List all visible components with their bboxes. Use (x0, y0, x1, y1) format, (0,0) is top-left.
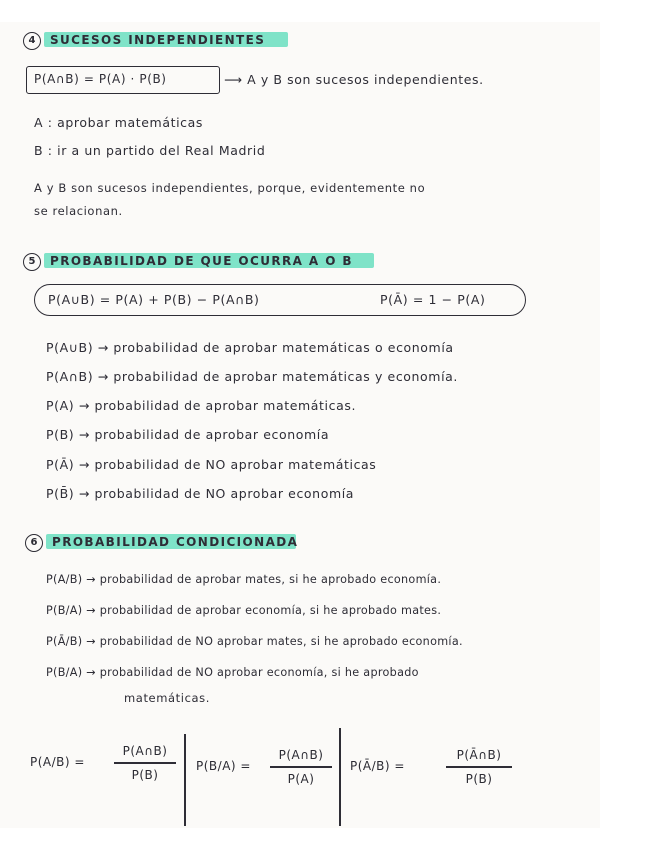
formula-3-fraction-bar (446, 766, 512, 768)
section-4-number: 4 (23, 32, 41, 50)
formula-1-left: P(A/B) = (30, 755, 85, 769)
formula-union: P(A∪B) = P(A) + P(B) − P(A∩B) (48, 292, 260, 307)
conditional-continuation: matemáticas. (124, 691, 211, 705)
conditional-not-b-given-a: P(B/A) → probabilidad de NO aprobar economía, si he aprobado (46, 666, 419, 679)
independent-arrow-text: ⟶ A y B son sucesos independientes. (224, 72, 484, 87)
formula-1-denominator: P(B) (131, 768, 159, 782)
section-6-number: 6 (25, 534, 43, 552)
intersection-meaning: P(A∩B) → probabilidad de aprobar matemáticas y economía. (46, 369, 458, 384)
explanation-line-2: se relacionan. (34, 204, 123, 218)
divider-2 (339, 728, 341, 826)
formula-complement: P(Ā) = 1 − P(A) (380, 292, 486, 307)
event-b-definition: B : ir a un partido del Real Madrid (34, 143, 266, 158)
formula-2-denominator: P(A) (287, 772, 315, 786)
formula-3-left: P(Ā/B) = (350, 759, 405, 773)
pb-complement-meaning: P(B̄) → probabilidad de NO aprobar economía (46, 486, 355, 501)
conditional-a-given-b: P(A/B) → probabilidad de aprobar mates, si he aprobado economía. (46, 573, 442, 586)
formula-independent: P(A∩B) = P(A) · P(B) (34, 72, 167, 86)
pa-meaning: P(A) → probabilidad de aprobar matemáticas. (46, 398, 357, 413)
formula-2-fraction-bar (270, 766, 332, 768)
pa-complement-meaning: P(Ā) → probabilidad de NO aprobar matemáticas (46, 457, 377, 472)
explanation-line-1: A y B son sucesos independientes, porque, evidentemente no (34, 181, 426, 195)
formula-1-fraction-bar (114, 762, 176, 764)
notebook-page (0, 22, 600, 828)
section-6-title: PROBABILIDAD CONDICIONADA (52, 535, 299, 549)
formula-3-numerator: P(Ā∩B) (456, 748, 502, 762)
pb-meaning: P(B) → probabilidad de aprobar economía (46, 427, 330, 442)
event-a-definition: A : aprobar matemáticas (34, 115, 204, 130)
formula-1-numerator: P(A∩B) (122, 744, 168, 758)
formula-2-numerator: P(A∩B) (278, 748, 324, 762)
divider-1 (184, 734, 186, 826)
section-5-number: 5 (23, 253, 41, 271)
union-meaning: P(A∪B) → probabilidad de aprobar matemáticas o economía (46, 340, 454, 355)
formula-3-denominator: P(B) (465, 772, 493, 786)
section-4-title: SUCESOS INDEPENDIENTES (50, 33, 266, 47)
section-5-title: PROBABILIDAD DE QUE OCURRA A O B (50, 254, 353, 268)
conditional-not-a-given-b: P(Ā/B) → probabilidad de NO aprobar mates, si he aprobado economía. (46, 635, 463, 648)
formula-2-left: P(B/A) = (196, 759, 251, 773)
conditional-b-given-a: P(B/A) → probabilidad de aprobar economía, si he aprobado mates. (46, 604, 442, 617)
